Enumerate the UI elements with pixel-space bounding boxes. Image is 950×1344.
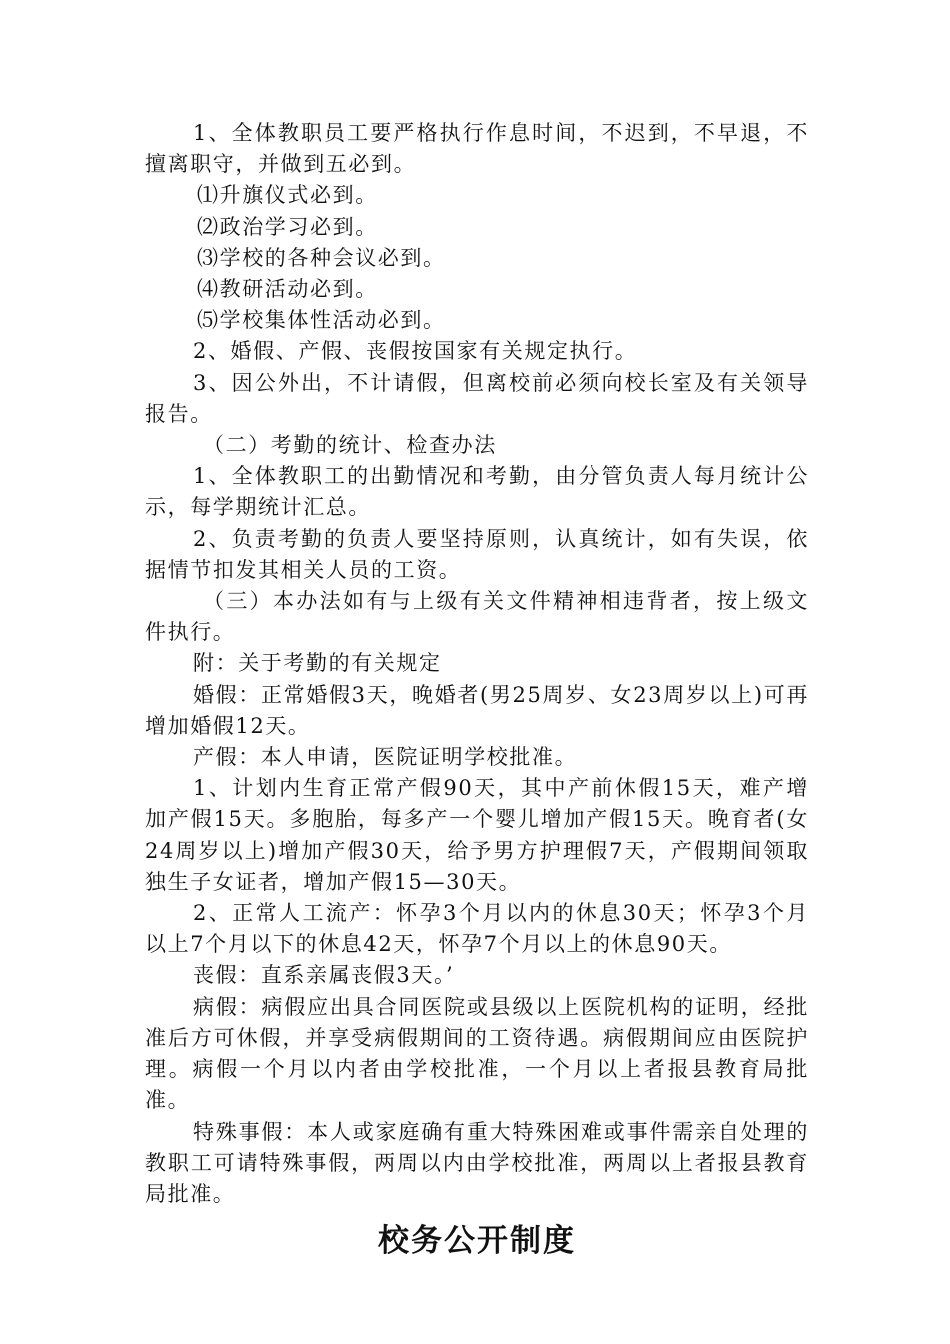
list-item-school-meetings: ⑶学校的各种会议必到。 <box>197 245 446 270</box>
list-item-collective-activities: ⑸学校集体性活动必到。 <box>197 308 446 333</box>
paragraph-abortion-leave: 2、正常人工流产：怀孕3个月以内的休息30天；怀孕3个月以上7个月以下的休息42天，怀孕7个月以上的休息90天。 <box>145 901 809 957</box>
list-item-political-study: ⑵政治学习必到。 <box>197 214 378 239</box>
paragraph-maternity-details: 1、计划内生育正常产假90天，其中产前休假15天，难产增加产假15天。多胞胎，每多产一个婴儿增加产假15天。晚育者(女24周岁以上)增加产假30天，给予男方护理假7天，产假期间领取独生子女证者，增加产假15—30天。 <box>145 776 809 894</box>
paragraph-attendance-responsibility: 2、负责考勤的负责人要坚持原则，认真统计，如有失误，依据情节扣发其相关人员的工资。 <box>145 526 809 582</box>
paragraph-official-business: 3、因公外出，不计请假，但离校前必须向校长室及有关领导报告。 <box>145 370 809 426</box>
section-heading-attendance-statistics: （二）考勤的统计、检查办法 <box>203 433 497 458</box>
section-heading-higher-authority: （三）本办法如有与上级有关文件精神相违背者，按上级文件执行。 <box>145 589 809 645</box>
section-title: 校务公开制度 <box>378 1223 576 1260</box>
list-item-flag-ceremony: ⑴升旗仪式必到。 <box>197 183 378 208</box>
paragraph-bereavement-leave: 丧假：直系亲属丧假3天。’ <box>193 963 455 988</box>
paragraph-punctuality: 1、全体教职员工要严格执行作息时间，不迟到，不早退，不擅离职守，并做到五必到。 <box>145 121 809 177</box>
paragraph-special-leave: 特殊事假：本人或家庭确有重大特殊困难或事件需亲自处理的教职工可请特殊事假，两周以内由学校批准，两周以上者报县教育局批准。 <box>145 1119 809 1206</box>
paragraph-attendance-reporting: 1、全体教职工的出勤情况和考勤，由分管负责人每月统计公示，每学期统计汇总。 <box>145 464 809 520</box>
document-page <box>145 118 809 1266</box>
appendix-heading: 附：关于考勤的有关规定 <box>193 651 442 676</box>
list-item-teaching-research: ⑷教研活动必到。 <box>197 277 378 302</box>
paragraph-marriage-leave: 婚假：正常婚假3天，晚婚者(男25周岁、女23周岁以上)可再增加婚假12天。 <box>145 682 809 738</box>
paragraph-maternity-leave: 产假：本人申请，医院证明学校批准。 <box>193 745 578 770</box>
paragraph-sick-leave: 病假：病假应出具合同医院或县级以上医院机构的证明，经批准后方可休假，并享受病假期间的工资待遇。病假期间应由医院护理。病假一个月以内者由学校批准，一个月以上者报县教育局批准。 <box>145 994 809 1113</box>
paragraph-leave-rules: 2、婚假、产假、丧假按国家有关规定执行。 <box>193 339 638 364</box>
